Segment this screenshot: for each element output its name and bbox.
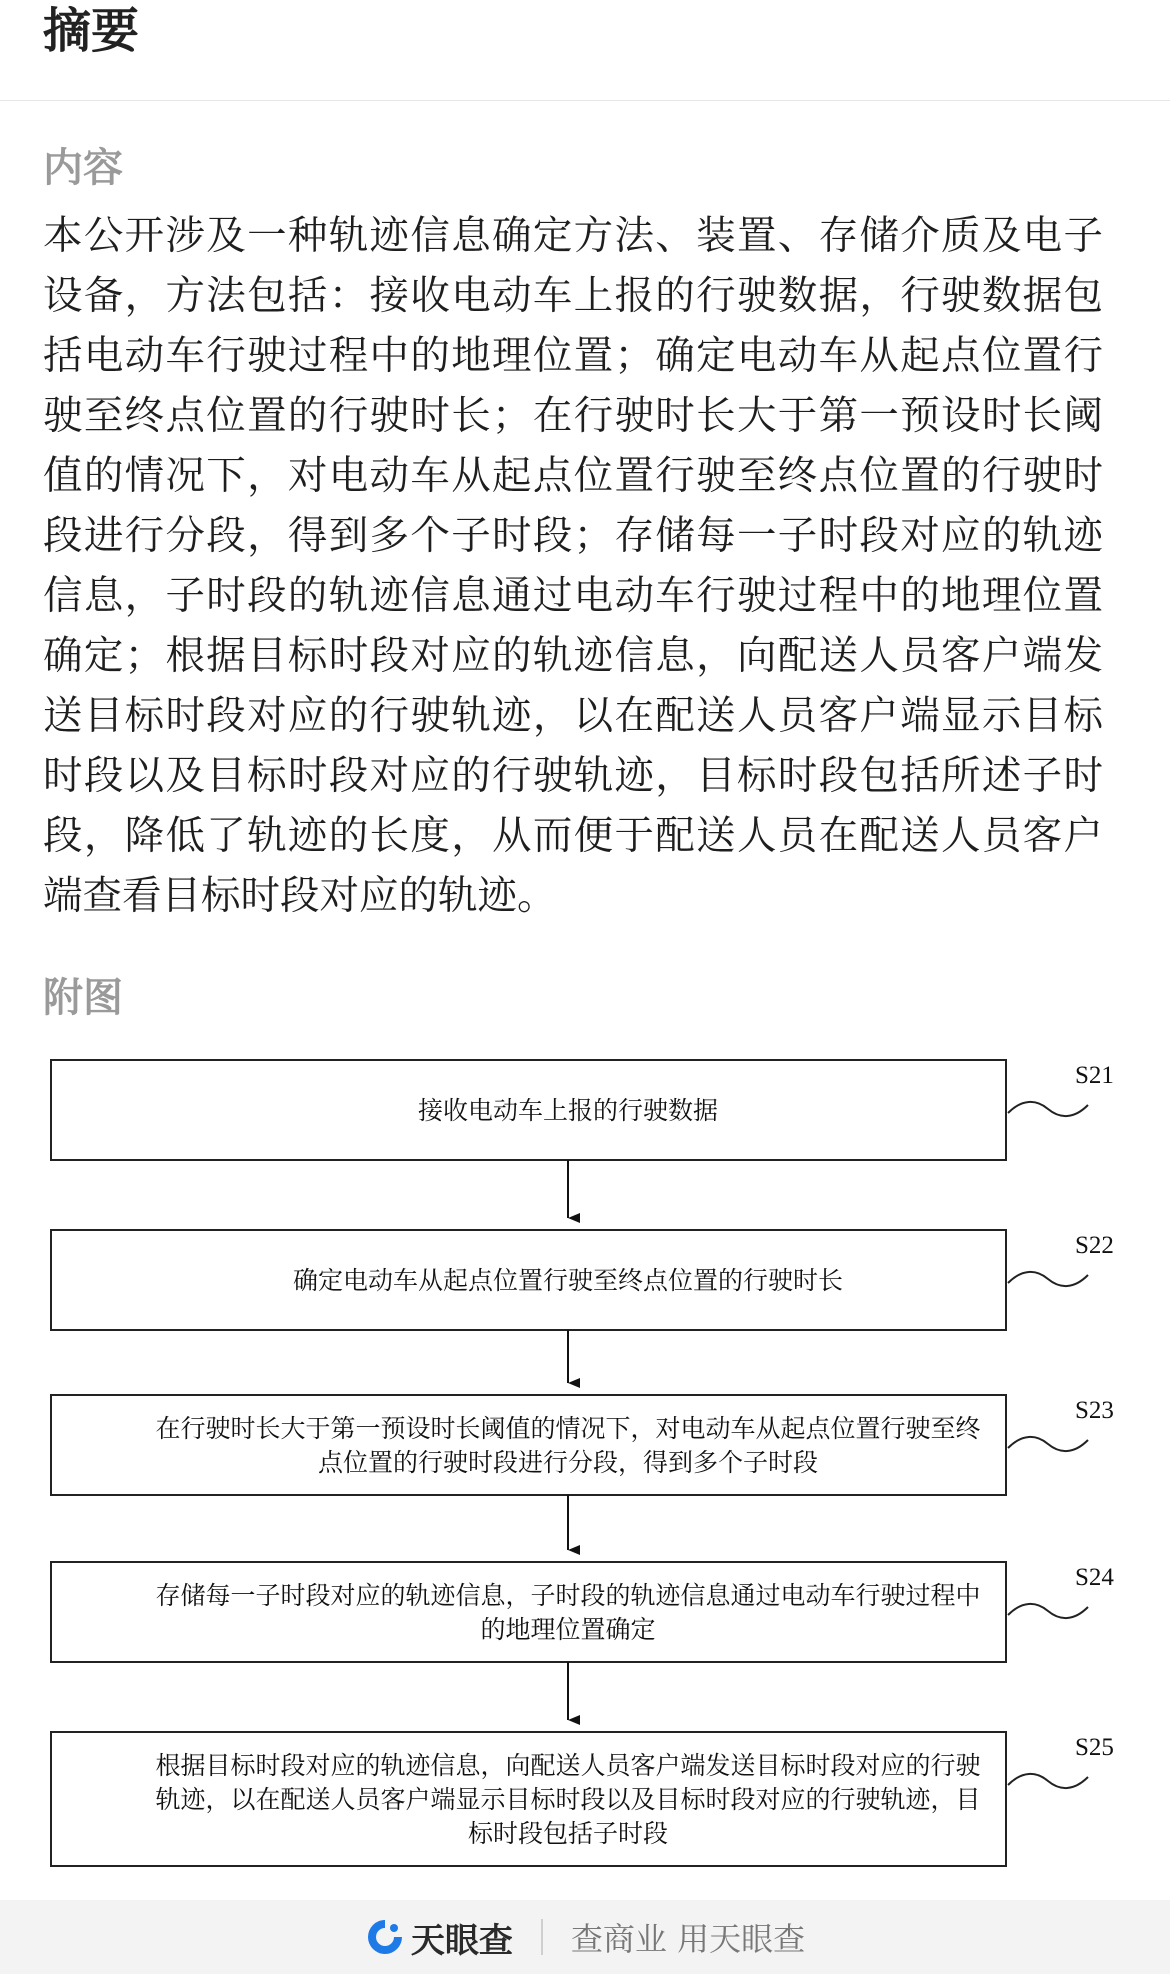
leader-line-s21 [1008, 1102, 1088, 1116]
step-text-s23-line-1: 在行驶时长大于第一预设时长阈值的情况下，对电动车从起点位置行驶至终 [155, 1414, 981, 1443]
footer-brand[interactable] [365, 1913, 513, 1962]
leader-line-s24 [1008, 1604, 1088, 1618]
figure-section-label: 附图 [43, 975, 123, 1021]
leader-line-s22 [1008, 1272, 1088, 1286]
flowchart-svg [0, 1040, 1170, 1900]
step-text-s23-line-2: 点位置的行驶时段进行分段，得到多个子时段 [317, 1448, 819, 1477]
step-box-s23 [51, 1395, 1006, 1495]
step-label-s21: S21 [1075, 1062, 1114, 1089]
step-label-s24: S24 [1075, 1564, 1114, 1591]
step-text-s25-line-3: 标时段包括子时段 [467, 1819, 669, 1848]
footer-bar [0, 1900, 1170, 1974]
step-text-s21-line-1: 接收电动车上报的行驶数据 [417, 1096, 719, 1125]
step-label-s22: S22 [1075, 1232, 1114, 1259]
step-text-s24-line-2: 的地理位置确定 [480, 1615, 656, 1644]
abstract-text: 本公开涉及一种轨迹信息确定方法、装置、存储介质及电子设备，方法包括：接收电动车上报的行驶数据，行驶数据包括电动车行驶过程中的地理位置；确定电动车从起点位置行驶至终点位置的行驶时长；在行驶时长大于第一预设时长阈值的情况下，对电动车从起点位置行驶至终点位置的行驶时段进行分段，得到多个子时段；存储每一子时段对应的轨迹信息，子时段的轨迹信息通过电动车行驶过程中的地理位置确定；根据目标时段对应的轨迹信息，向配送人员客户端发送目标时段对应的行驶轨迹，以在配送人员客户端显示目标时段以及目标时段对应的行驶轨迹，目标时段包括所述子时段，降低了轨迹的长度，从而便于配送人员在配送人员客户端查看目标时段对应的轨迹。 [43, 213, 1103, 919]
flowchart-figure [0, 1040, 1170, 1900]
step-text-s24-line-1: 存储每一子时段对应的轨迹信息，子时段的轨迹信息通过电动车行驶过程中 [155, 1581, 981, 1610]
step-box-s24 [51, 1562, 1006, 1662]
tianyancha-logo-icon [365, 1917, 405, 1957]
leader-line-s25 [1008, 1774, 1088, 1788]
footer-brand-name: 天眼查 [410, 1920, 513, 1961]
step-label-s25: S25 [1075, 1734, 1114, 1761]
header-divider [0, 100, 1170, 101]
footer-separator [541, 1919, 543, 1955]
leader-line-s23 [1008, 1437, 1088, 1451]
step-text-s25-line-1: 根据目标时段对应的轨迹信息，向配送人员客户端发送目标时段对应的行驶 [155, 1751, 981, 1780]
step-label-s23: S23 [1075, 1397, 1114, 1424]
page-title: 摘要 [43, 3, 140, 59]
step-text-s25-line-2: 轨迹，以在配送人员客户端显示目标时段以及目标时段对应的行驶轨迹，目 [155, 1785, 981, 1814]
content-section-label: 内容 [43, 145, 123, 191]
step-text-s22-line-1: 确定电动车从起点位置行驶至终点位置的行驶时长 [292, 1266, 844, 1295]
footer-slogan: 查商业 用天眼查 [570, 1920, 806, 1958]
